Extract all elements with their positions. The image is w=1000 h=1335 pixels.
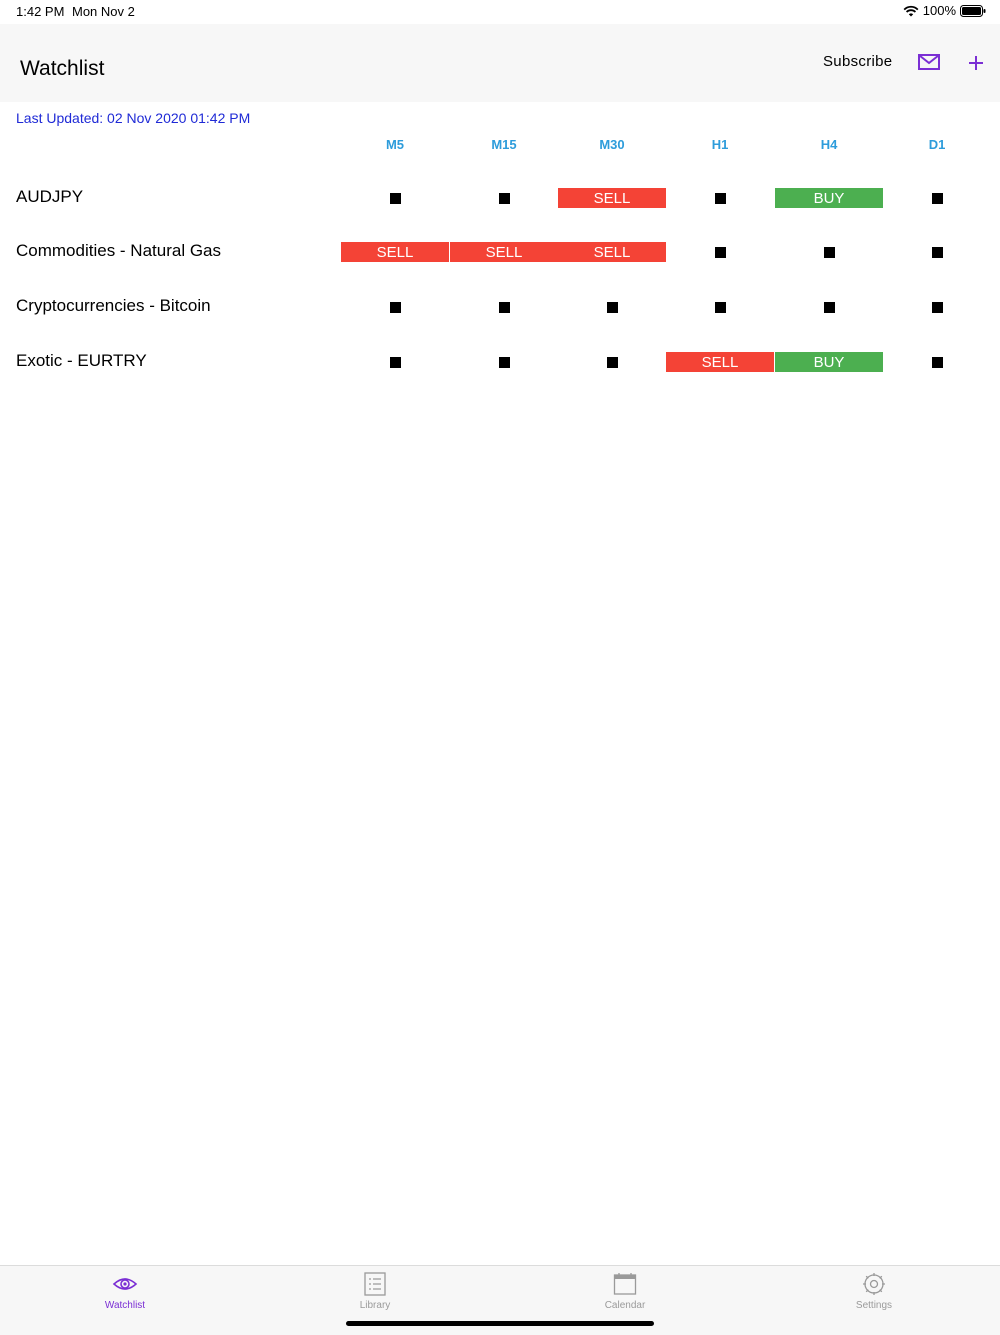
no-signal-cell xyxy=(775,297,883,317)
tab-label: Calendar xyxy=(604,1300,646,1311)
square-icon xyxy=(715,193,726,204)
no-signal-cell xyxy=(450,297,558,317)
buy-signal-badge: BUY xyxy=(775,352,883,372)
status-bar xyxy=(0,0,1000,24)
gear-icon xyxy=(814,1272,934,1296)
page-title: Watchlist xyxy=(20,57,105,80)
tab-watchlist[interactable] xyxy=(65,1272,185,1311)
no-signal-cell xyxy=(341,352,449,372)
column-header: D1 xyxy=(928,137,946,152)
no-signal-cell xyxy=(883,297,991,317)
square-icon xyxy=(824,302,835,313)
calendar-icon xyxy=(565,1272,685,1296)
sell-signal-badge: SELL xyxy=(558,242,666,262)
row-label[interactable]: Cryptocurrencies - Bitcoin xyxy=(16,296,211,315)
tab-settings[interactable] xyxy=(814,1272,934,1311)
column-header: H4 xyxy=(820,137,838,152)
navigation-bar xyxy=(0,24,1000,102)
no-signal-cell xyxy=(558,297,666,317)
tab-calendar[interactable] xyxy=(565,1272,685,1311)
square-icon xyxy=(390,357,401,368)
wifi-icon xyxy=(903,5,919,17)
status-date: Mon Nov 2 xyxy=(72,4,135,19)
sell-signal-badge: SELL xyxy=(341,242,449,262)
no-signal-cell xyxy=(341,188,449,208)
row-label[interactable]: AUDJPY xyxy=(16,187,84,206)
no-signal-cell xyxy=(450,188,558,208)
square-icon xyxy=(390,193,401,204)
no-signal-cell xyxy=(666,297,774,317)
plus-icon[interactable] xyxy=(966,53,986,78)
square-icon xyxy=(499,357,510,368)
square-icon xyxy=(499,193,510,204)
square-icon xyxy=(607,357,618,368)
list-icon xyxy=(315,1272,435,1296)
row-label[interactable]: Exotic - EURTRY xyxy=(16,351,147,370)
no-signal-cell xyxy=(666,188,774,208)
battery-icon xyxy=(960,5,986,17)
square-icon xyxy=(824,247,835,258)
square-icon xyxy=(932,247,943,258)
sell-signal-badge: SELL xyxy=(666,352,774,372)
tab-label: Library xyxy=(359,1300,391,1311)
tab-library[interactable] xyxy=(315,1272,435,1311)
no-signal-cell xyxy=(883,188,991,208)
buy-signal-badge: BUY xyxy=(775,188,883,208)
no-signal-cell xyxy=(341,297,449,317)
no-signal-cell xyxy=(883,242,991,262)
column-header: M30 xyxy=(599,137,625,152)
subscribe-button[interactable]: Subscribe xyxy=(823,53,893,70)
square-icon xyxy=(932,302,943,313)
battery-percent: 100% xyxy=(922,3,956,18)
column-header: M15 xyxy=(491,137,517,152)
square-icon xyxy=(390,302,401,313)
row-label[interactable]: Commodities - Natural Gas xyxy=(16,241,222,260)
square-icon xyxy=(932,357,943,368)
square-icon xyxy=(932,193,943,204)
sell-signal-badge: SELL xyxy=(558,188,666,208)
square-icon xyxy=(715,247,726,258)
status-indicators xyxy=(903,3,986,18)
no-signal-cell xyxy=(883,352,991,372)
tab-label: Settings xyxy=(855,1300,893,1311)
no-signal-cell xyxy=(450,352,558,372)
eye-icon xyxy=(65,1272,185,1296)
no-signal-cell xyxy=(558,352,666,372)
mail-icon[interactable] xyxy=(918,53,940,76)
sell-signal-badge: SELL xyxy=(450,242,558,262)
tab-label: Watchlist xyxy=(104,1300,146,1311)
column-header: M5 xyxy=(385,137,405,152)
square-icon xyxy=(607,302,618,313)
no-signal-cell xyxy=(775,242,883,262)
no-signal-cell xyxy=(666,242,774,262)
square-icon xyxy=(715,302,726,313)
square-icon xyxy=(499,302,510,313)
home-indicator xyxy=(346,1321,654,1326)
status-time: 1:42 PM xyxy=(16,4,65,19)
column-header: H1 xyxy=(711,137,729,152)
last-updated-label: Last Updated: 02 Nov 2020 01:42 PM xyxy=(16,110,251,126)
